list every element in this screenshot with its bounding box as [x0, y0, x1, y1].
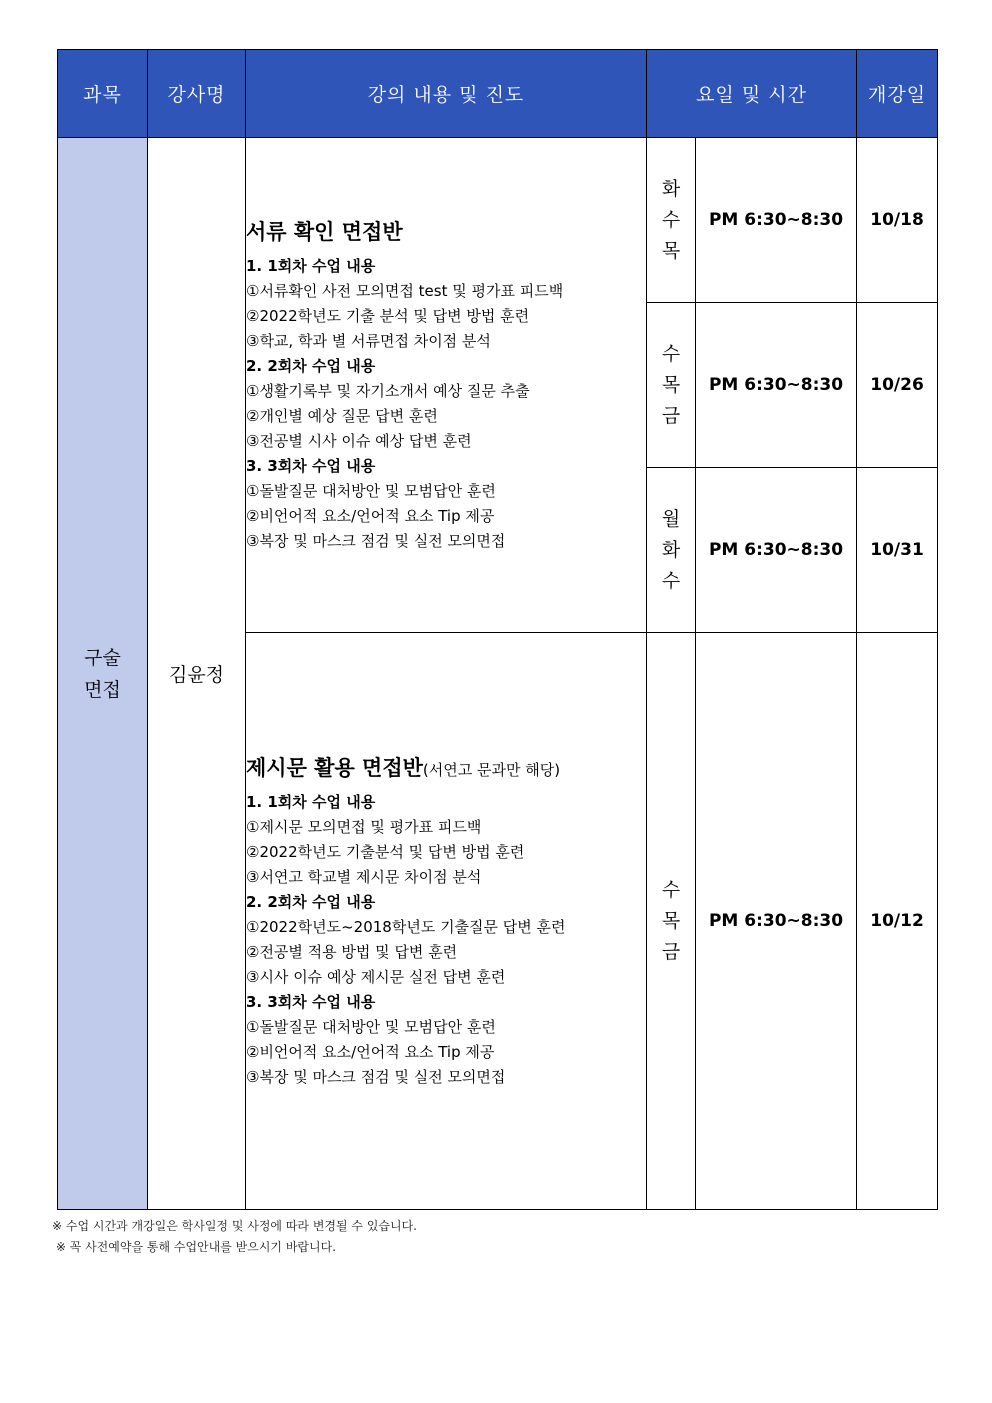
session-days — [647, 468, 696, 633]
course1-line: ①생활기록부 및 자기소개서 예상 질문 추출 — [246, 382, 530, 400]
course1-title: 서류 확인 면접반 — [246, 220, 403, 244]
day-char: 금 — [661, 404, 681, 427]
header-schedule: 요일 및 시간 — [647, 50, 857, 138]
session-open-date: 10/12 — [857, 633, 938, 1210]
teacher-cell: 김윤정 — [148, 138, 246, 1210]
course2-line: 1. 1회차 수업 내용 — [246, 793, 376, 811]
day-char: 화 — [661, 538, 681, 561]
footnote: ※ 수업 시간과 개강일은 학사일정 및 사정에 따라 변경될 수 있습니다. — [52, 1219, 417, 1233]
course1-content — [246, 138, 647, 633]
table-row — [58, 138, 938, 303]
day-char: 화 — [661, 177, 681, 200]
course2-line: ②전공별 적용 방법 및 답변 훈련 — [246, 943, 458, 961]
subject-line2: 면접 — [84, 678, 121, 701]
course1-line: 3. 3회차 수업 내용 — [246, 457, 376, 475]
course2-title — [246, 752, 646, 782]
course2-line: ①2022학년도~2018학년도 기출질문 답변 훈련 — [246, 918, 566, 936]
course1-line: ①돌발질문 대처방안 및 모범답안 훈련 — [246, 482, 496, 500]
course2-line: ①돌발질문 대처방안 및 모범답안 훈련 — [246, 1018, 496, 1036]
day-char: 월 — [661, 507, 681, 530]
course2-line: ①제시문 모의면접 및 평가표 피드백 — [246, 818, 482, 836]
day-char: 수 — [661, 569, 681, 592]
day-char: 수 — [661, 208, 681, 231]
subject-cell — [58, 138, 148, 1210]
course2-line: 3. 3회차 수업 내용 — [246, 993, 376, 1011]
course2-line: ②비언어적 요소/언어적 요소 Tip 제공 — [246, 1043, 495, 1061]
header-teacher: 강사명 — [148, 50, 246, 138]
course1-line: 2. 2회차 수업 내용 — [246, 357, 376, 375]
header-content: 강의 내용 및 진도 — [246, 50, 647, 138]
course2-line: ③시사 이슈 예상 제시문 실전 답변 훈련 — [246, 968, 506, 986]
session-time: PM 6:30~8:30 — [696, 468, 857, 633]
session-time: PM 6:30~8:30 — [696, 303, 857, 468]
session-time: PM 6:30~8:30 — [696, 633, 857, 1210]
course2-line: 2. 2회차 수업 내용 — [246, 893, 376, 911]
session-days — [647, 138, 696, 303]
subject-line1: 구술 — [84, 646, 121, 669]
course2-note: (서연고 문과만 해당) — [422, 761, 561, 779]
course1-line: ①서류확인 사전 모의면접 test 및 평가표 피드백 — [246, 282, 564, 300]
session-days — [647, 303, 696, 468]
day-char: 목 — [661, 239, 681, 262]
header-open-date: 개강일 — [857, 50, 938, 138]
course2-line: ③서연고 학교별 제시문 차이점 분석 — [246, 868, 482, 886]
session-open-date: 10/26 — [857, 303, 938, 468]
schedule-table — [57, 49, 938, 1210]
day-char: 수 — [661, 878, 681, 901]
session-time: PM 6:30~8:30 — [696, 138, 857, 303]
day-char: 목 — [661, 373, 681, 396]
header-subject: 과목 — [58, 50, 148, 138]
course1-line: ③전공별 시사 이슈 예상 답변 훈련 — [246, 432, 472, 450]
course1-line: ②비언어적 요소/언어적 요소 Tip 제공 — [246, 507, 495, 525]
day-char: 목 — [661, 909, 681, 932]
session-open-date: 10/18 — [857, 138, 938, 303]
session-open-date: 10/31 — [857, 468, 938, 633]
course2-title-text: 제시문 활용 면접반 — [246, 756, 423, 780]
day-char: 금 — [661, 940, 681, 963]
course1-line: 1. 1회차 수업 내용 — [246, 257, 376, 275]
course1-line: ②개인별 예상 질문 답변 훈련 — [246, 407, 438, 425]
course2-line: ②2022학년도 기출분석 및 답변 방법 훈련 — [246, 843, 525, 861]
course1-line: ③학교, 학과 별 서류면접 차이점 분석 — [246, 332, 491, 350]
day-char: 수 — [661, 342, 681, 365]
course2-line: ③복장 및 마스크 점검 및 실전 모의면접 — [246, 1068, 506, 1086]
course1-line: ②2022학년도 기출 분석 및 답변 방법 훈련 — [246, 307, 530, 325]
course1-line: ③복장 및 마스크 점검 및 실전 모의면접 — [246, 532, 506, 550]
footnote: ※ 꼭 사전예약을 통해 수업안내를 받으시기 바랍니다. — [52, 1240, 337, 1254]
session-days — [647, 633, 696, 1210]
course2-content — [246, 633, 647, 1210]
header-row — [58, 50, 938, 138]
